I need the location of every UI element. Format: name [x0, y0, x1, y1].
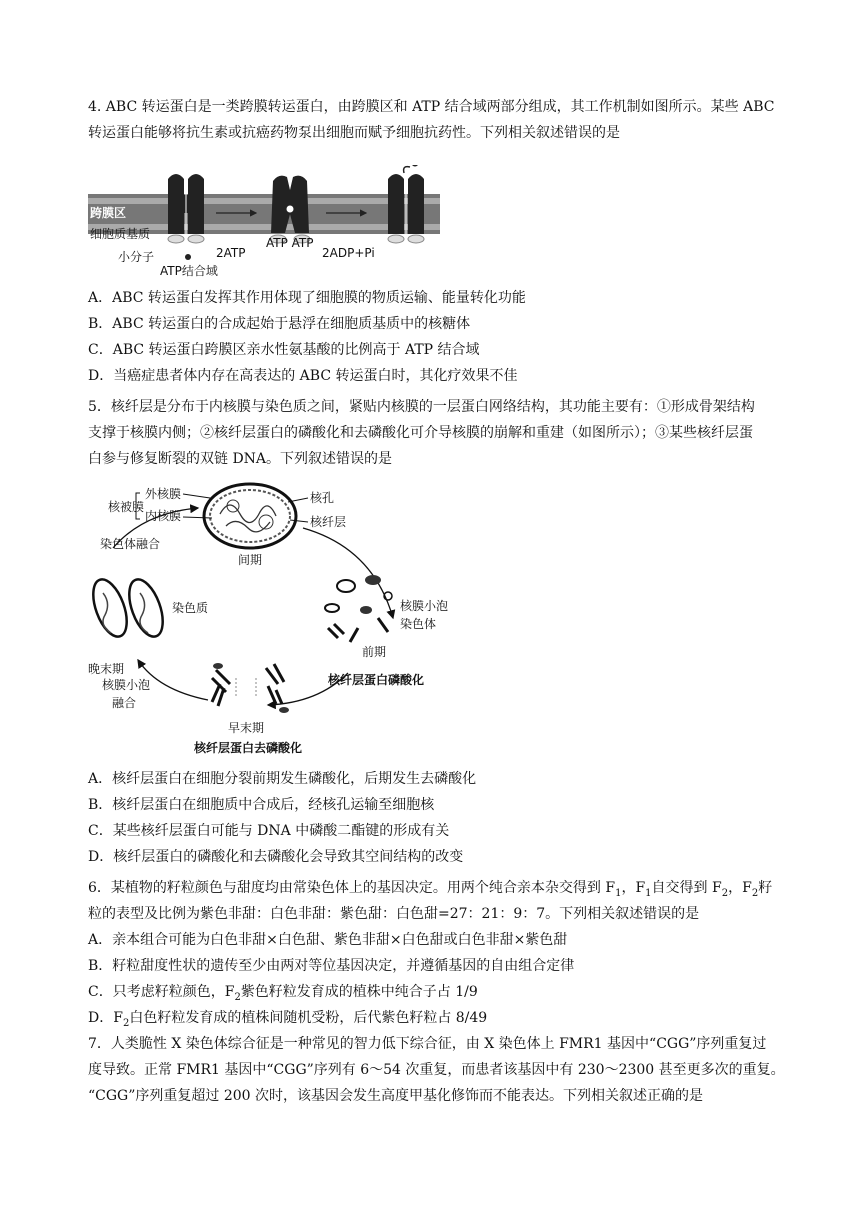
q4-option-a: A．ABC 转运蛋白发挥其作用体现了细胞膜的物质运输、能量转化功能: [88, 290, 526, 306]
label-lamina: 核纤层: [310, 515, 347, 529]
q5-stem-line-3: 白参与修复断裂的双链 DNA。下列叙述错误的是: [88, 451, 393, 467]
q6-option-c-part-b: 紫色籽粒发育成的植株中纯合子占 1/9: [240, 984, 478, 1000]
q6-option-d-sub: 2: [122, 1017, 130, 1029]
label-vesicle-fusion-1: 核膜小泡: [102, 678, 151, 692]
label-small-molecule: 小分子: [118, 250, 155, 264]
q6-option-c-part-a: C．只考虑籽粒颜色，F: [88, 984, 235, 1000]
label-adp: 2ADP+Pi: [322, 246, 375, 260]
q6-option-d-part-a: D．F: [88, 1010, 123, 1026]
label-late-telophase: 晚末期: [88, 662, 125, 676]
q6-sub-f2-b: 2: [751, 887, 759, 899]
q6-sub-f1: 1: [615, 887, 622, 899]
small-molecule-dot: [185, 254, 191, 260]
prophase-vesicles: [325, 575, 392, 642]
q6-stem-part-e: 籽: [758, 880, 773, 896]
label-chromatin: 染色质: [172, 601, 209, 615]
interphase-nucleus: [204, 484, 296, 548]
q4-option-b: B．ABC 转运蛋白的合成起始于悬浮在细胞质基质中的核糖体: [88, 316, 471, 332]
q6-stem-part-a: 6．某植物的籽粒颜色与甜度均由常染色体上的基因决定。用两个纯合亲本杂交得到 F: [88, 880, 616, 896]
q7-stem-line-2: 度导致。正常 FMR1 基因中“CGG”序列有 6～54 次重复，而患者该基因中有 230～2300 甚至更多次的重复。: [88, 1062, 785, 1078]
label-pore: 核孔: [310, 491, 335, 505]
nuclear-lamina-cycle-figure: [88, 478, 468, 763]
q4-stem-line-2: 转运蛋白能够将抗生素或抗癌药物泵出细胞而赋予细胞抗药性。下列相关叙述错误的是: [88, 125, 620, 141]
q6-stem-part-c: 自交得到 F: [651, 880, 722, 896]
q5-stem-line-2: 支撑于核膜内侧；②核纤层蛋白的磷酸化和去磷酸化可介导核膜的崩解和重建（如图所示）；③某些核纤层蛋: [88, 425, 753, 441]
label-outer-membrane: 外核膜: [145, 487, 182, 501]
q6-stem-part-b: ，F: [621, 880, 646, 896]
label-atp-atp: ATP ATP: [266, 236, 314, 250]
label-chromosome: 染色体: [400, 617, 437, 631]
q6-sub-f1-b: 1: [645, 887, 652, 899]
label-early-telophase: 早末期: [228, 721, 265, 735]
label-atp-domain: ATP结合域: [160, 264, 218, 278]
label-chromosome-fusion: 染色体融合: [100, 537, 161, 551]
q5-option-a: A．核纤层蛋白在细胞分裂前期发生磷酸化，后期发生去磷酸化: [88, 771, 477, 787]
q5-option-c: C．某些核纤层蛋白可能与 DNA 中磷酸二酯键的形成有关: [88, 823, 450, 839]
transporter-3: [388, 165, 424, 245]
abc-transporter-figure: [88, 165, 448, 280]
q6-option-b: B．籽粒甜度性状的遗传至少由两对等位基因决定，并遵循基因的自由组合定律: [88, 958, 575, 974]
q6-option-c-sub: 2: [234, 991, 241, 1003]
q5-option-b: B．核纤层蛋白在细胞质中合成后，经核孔运输至细胞核: [88, 797, 435, 813]
q4-option-c: C．ABC 转运蛋白跨膜区亲水性氨基酸的比例高于 ATP 结合域: [88, 342, 480, 358]
q6-stem-part-d: ，F: [728, 880, 752, 896]
label-2atp: 2ATP: [216, 246, 246, 260]
late-telophase-chromatin: [88, 575, 169, 641]
label-interphase: 间期: [238, 553, 263, 567]
label-phosphorylation: 核纤层蛋白磷酸化: [328, 673, 425, 687]
label-transmembrane: 跨膜区: [90, 206, 127, 220]
transporter-1: [168, 174, 204, 245]
q4-option-d: D．当癌症患者体内存在高表达的 ABC 转运蛋白时，其化疗效果不佳: [88, 368, 518, 384]
q5-stem-line-1: 5．核纤层是分布于内核膜与染色质之间，紧贴内核膜的一层蛋白网络结构，其功能主要有：①形成骨架结构: [88, 399, 755, 415]
q5-option-d: D．核纤层蛋白的磷酸化和去磷酸化会导致其空间结构的改变: [88, 849, 464, 865]
label-inner-membrane: 内核膜: [145, 509, 182, 523]
q4-stem-line-1: 4. ABC 转运蛋白是一类跨膜转运蛋白，由跨膜区和 ATP 结合域两部分组成，其工作机制如图所示。某些 ABC: [88, 99, 775, 115]
q7-stem-line-3: “CGG”序列重复超过 200 次时，该基因会发生高度甲基化修饰而不能表达。下列相关叙述正确的是: [88, 1088, 704, 1104]
q7-stem-line-1: 7．人类脆性 X 染色体综合征是一种常见的智力低下综合征，由 X 染色体上 FMR1 基因中“CGG”序列重复过: [88, 1036, 767, 1052]
label-vesicle: 核膜小泡: [400, 599, 449, 613]
label-dephosphorylation: 核纤层蛋白去磷酸化: [194, 741, 303, 755]
q6-option-a: A．亲本组合可能为白色非甜×白色甜、紫色非甜×白色甜或白色非甜×紫色甜: [88, 932, 568, 948]
label-prophase: 前期: [362, 645, 387, 659]
q6-stem-line-2: 粒的表型及比例为紫色非甜：白色非甜：紫色甜：白色甜=27：21：9：7。下列相关叙述错误的是: [88, 906, 700, 922]
q6-option-d-part-b: 白色籽粒发育成的植株间随机受粉，后代紫色籽粒占 8/49: [129, 1010, 488, 1026]
q6-sub-f2: 2: [721, 887, 729, 899]
label-nuclear-envelope: 核被膜: [108, 500, 145, 514]
label-cytoplasm: 细胞质基质: [90, 227, 151, 241]
label-vesicle-fusion-2: 融合: [112, 696, 137, 710]
early-telophase-chromosomes: [212, 663, 289, 713]
